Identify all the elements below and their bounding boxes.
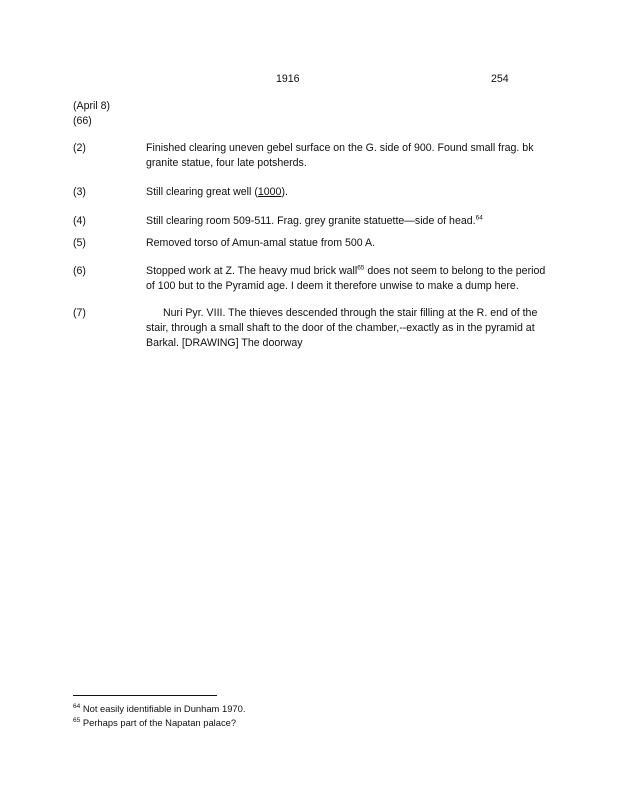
entry-text: Removed torso of Amun-amal statue from 500 A.	[146, 237, 376, 249]
footnote-divider	[73, 695, 217, 696]
footnote-65	[73, 716, 236, 729]
underlined-number: 1000	[257, 186, 282, 198]
date-line: (April 8)	[73, 100, 111, 112]
entry-text-start: Still clearing great well (	[146, 186, 258, 198]
entry-number: (4)	[73, 215, 86, 227]
footnote-ref-64: 64	[475, 214, 483, 222]
entry-number: (5)	[73, 237, 86, 249]
entry-text-body: Nuri Pyr. VIII. The thieves descended through the stair filling at the R. end of the stair, through a small shaft to the door of the chamber,--exactly as in the pyramid at Barkal. [DRAWING] The doorway	[146, 307, 538, 349]
entry-number: (7)	[73, 307, 86, 319]
header-year: 1916	[276, 73, 300, 85]
footnote-ref-65: 65	[357, 264, 365, 272]
footnote-marker: 64	[73, 702, 81, 710]
entry-text	[146, 306, 551, 351]
footnote-64	[73, 702, 245, 715]
entry-text-end: does not seem to belong to the period of 100 but to the Pyramid age. I deem it therefore unwise to make a dump here.	[146, 265, 546, 292]
entry-text-end: ).	[281, 186, 288, 198]
footnote-text: Perhaps part of the Napatan palace?	[80, 717, 237, 728]
page-number: 254	[491, 73, 509, 85]
entry-text: Finished clearing uneven gebel surface on the G. side of 900. Found small frag. bk granite statue, four late potsherds.	[146, 142, 534, 169]
entry-number: (3)	[73, 186, 86, 198]
footnote-text: Not easily identifiable in Dunham 1970.	[80, 703, 246, 714]
entry-text-body: Still clearing room 509-511. Frag. grey granite statuette—side of head.	[146, 215, 476, 227]
entry-group-number: (66)	[73, 115, 92, 127]
entry-text	[146, 264, 551, 294]
entry-text	[146, 214, 551, 229]
footnote-marker: 65	[73, 716, 81, 724]
entry-text-start: Stopped work at Z. The heavy mud brick wall	[146, 265, 358, 277]
entry-number: (2)	[73, 142, 86, 154]
entry-number: (6)	[73, 265, 86, 277]
entry-text	[146, 185, 551, 200]
